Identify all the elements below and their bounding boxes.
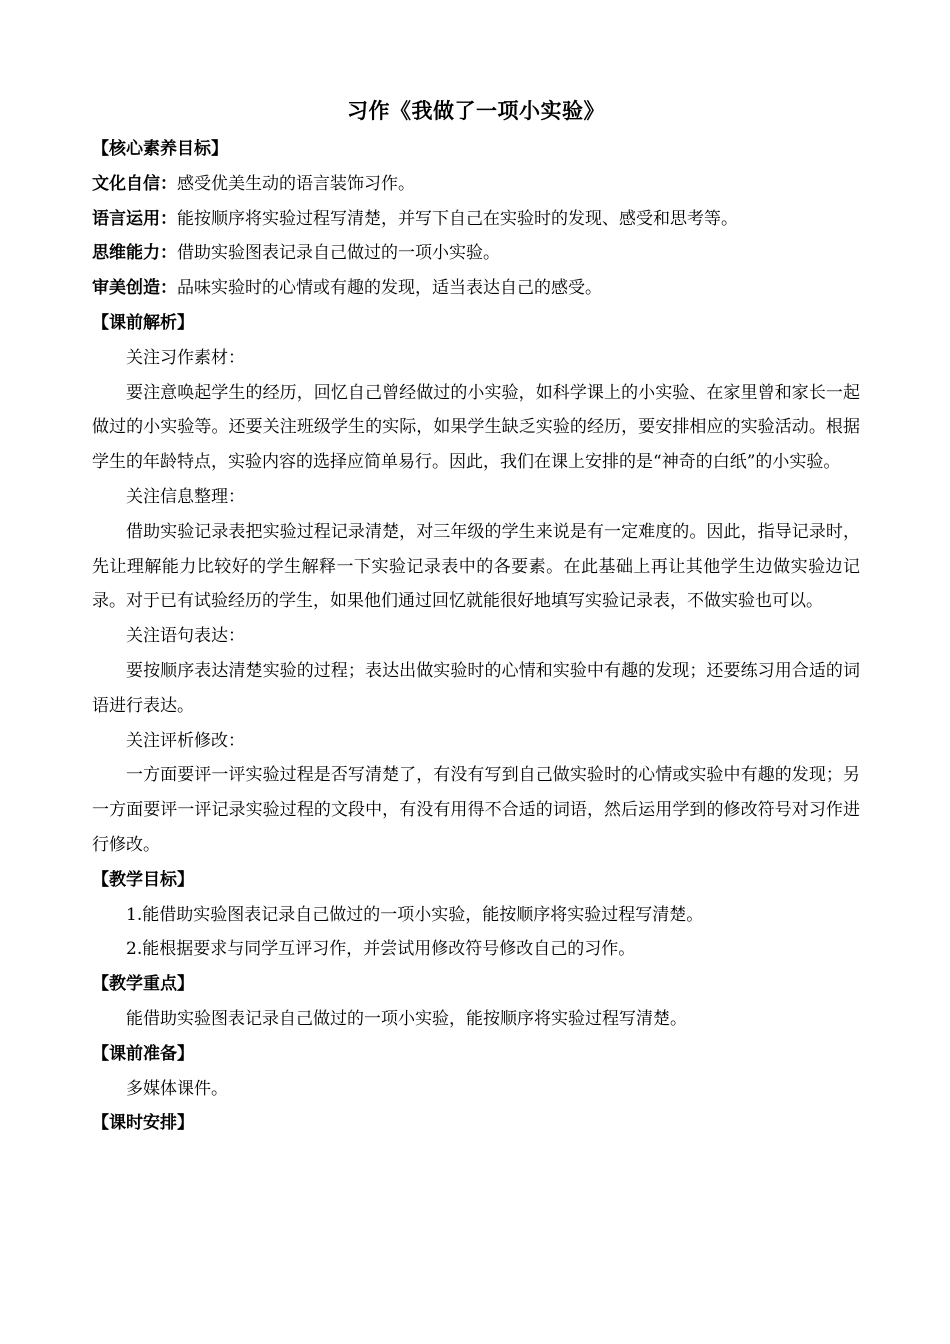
core-goal-aesthetic [92,271,860,306]
paragraph-expression: 要按顺序表达清楚实验的过程；表达出做实验时的心情和实验中有趣的发现；还要练习用合适的词语进行表达。 [92,660,860,716]
core-goal-text: 感受优美生动的语言装饰习作。 [177,173,415,194]
core-goal-text: 品味实验时的心情或有趣的发现，适当表达自己的感受。 [177,278,602,299]
teaching-goal-item: 1.能借助实验图表记录自己做过的一项小实验，能按顺序将实验过程写清楚。 [126,904,704,925]
heading-preparation: 【课前准备】 [92,1043,194,1064]
subheading-expression: 关注语句表达： [126,626,245,647]
core-goal-text: 借助实验图表记录自己做过的一项小实验。 [177,243,500,264]
heading-teaching-focus: 【教学重点】 [92,974,194,995]
core-goal-language [92,202,860,237]
subheading-revision: 关注评析修改： [126,730,245,751]
core-goal-label: 语言运用： [92,208,177,229]
core-goal-thinking [92,236,860,271]
heading-pre-class-analysis: 【课前解析】 [92,312,194,333]
paragraph-material: 要注意唤起学生的经历，回忆自己曾经做过的小实验，如科学课上的小实验、在家里曾和家长一起做过的小实验等。还要关注班级学生的实际，如果学生缺乏实验的经历，要安排相应的实验活动。根据学生的年龄特点，实验内容的选择应简单易行。因此，我们在课上安排的是“神奇的白纸”的小实验。 [92,382,860,473]
document-page [92,96,860,1141]
heading-core-goals: 【核心素养目标】 [92,139,228,159]
heading-teaching-goals: 【教学目标】 [92,869,194,890]
paragraph-information: 借助实验记录表把实验过程记录清楚，对三年级的学生来说是有一定难度的。因此，指导记录时，先让理解能力比较好的学生解释一下实验记录表中的各要素。在此基础上再让其他学生边做实验边记录。对于已有试验经历的学生，如果他们通过回忆就能很好地填写实验记录表，不做实验也可以。 [92,521,860,612]
subheading-information: 关注信息整理： [126,486,245,507]
core-goal-label: 思维能力： [92,243,177,264]
teaching-goal-item: 2.能根据要求与同学互评习作，并尝试用修改符号修改自己的习作。 [126,939,636,960]
subheading-material: 关注习作素材： [126,347,245,368]
document-title: 习作《我做了一项小实验》 [347,99,605,123]
core-goal-text: 能按顺序将实验过程写清楚，并写下自己在实验时的发现、感受和思考等。 [177,208,738,229]
preparation-text: 多媒体课件。 [126,1078,228,1099]
core-goal-label: 文化自信： [92,173,177,194]
heading-schedule: 【课时安排】 [92,1113,194,1134]
teaching-focus-text: 能借助实验图表记录自己做过的一项小实验，能按顺序将实验过程写清楚。 [126,1008,687,1029]
core-goal-label: 审美创造： [92,278,177,299]
paragraph-revision: 一方面要评一评实验过程是否写清楚了，有没有写到自己做实验时的心情或实验中有趣的发现；另一方面要评一评记录实验过程的文段中，有没有用得不合适的词语，然后运用学到的修改符号对习作进行修改。 [92,765,860,855]
core-goal-culture [92,167,860,202]
